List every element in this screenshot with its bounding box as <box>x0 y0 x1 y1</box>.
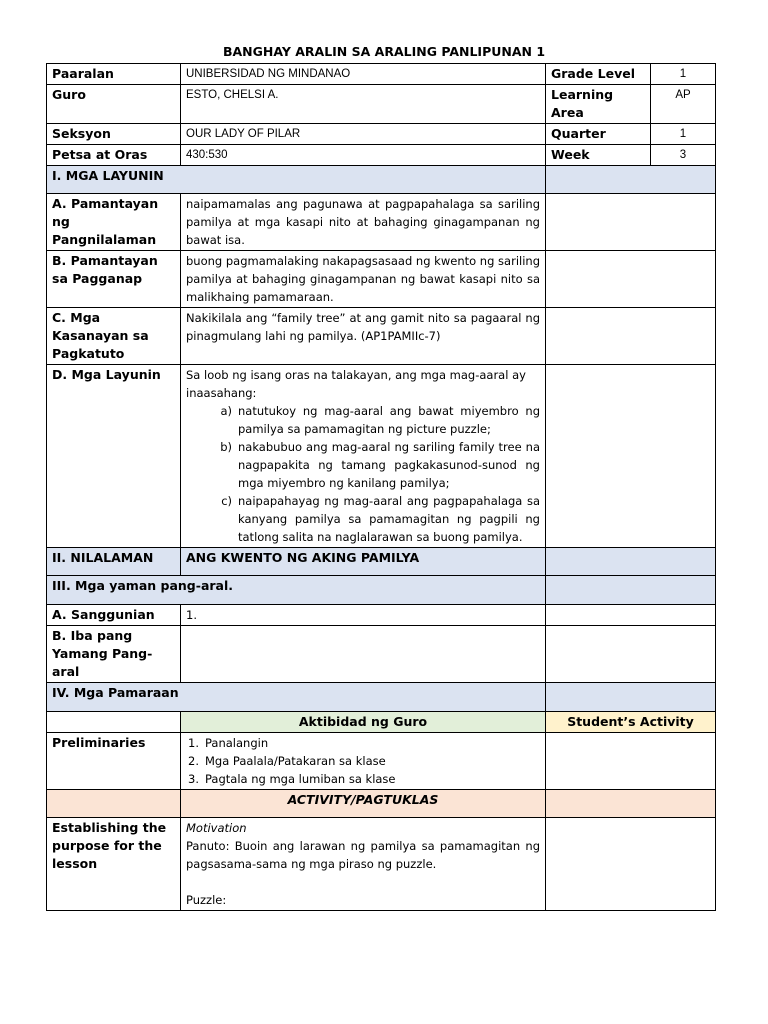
activity-pagtuklas-label: ACTIVITY/PAGTUKLAS <box>181 790 546 818</box>
row-activity-pagtuklas <box>47 790 716 818</box>
activity-left-empty <box>47 790 181 818</box>
grade-level-value: 1 <box>651 64 716 85</box>
section-row-yaman <box>47 576 716 605</box>
mga-layunin-empty <box>546 365 716 548</box>
info-row-guro <box>47 85 716 124</box>
row-mga-layunin <box>47 365 716 548</box>
week-value: 3 <box>651 145 716 166</box>
layunin-heading: I. MGA LAYUNIN <box>47 166 546 194</box>
row-sanggunian <box>47 605 716 626</box>
layunin-heading-empty <box>546 166 716 194</box>
row-kasanayan <box>47 308 716 365</box>
objectives-list <box>186 402 540 546</box>
pamantayan-pagganap-label: B. Pamantayan sa Pagganap <box>47 251 181 308</box>
preliminaries-label: Preliminaries <box>47 733 181 790</box>
kasanayan-label: C. Mga Kasanayan sa Pagkatuto <box>47 308 181 365</box>
learning-area-label: Learning Area <box>546 85 651 124</box>
guro-label: Guro <box>47 85 181 124</box>
motivation-label: Motivation <box>186 821 247 835</box>
pamaraan-heading: IV. Mga Pamaraan <box>47 683 546 712</box>
objective-text: natutukoy ng mag-aaral ang bawat miyembro ng pamilya sa pamamagitan ng picture puzzle; <box>238 404 540 436</box>
row-activity-headers <box>47 712 716 733</box>
paaralan-value: UNIBERSIDAD NG MINDANAO <box>181 64 546 85</box>
info-row-paaralan <box>47 64 716 85</box>
seksyon-label: Seksyon <box>47 124 181 145</box>
objective-item <box>186 402 540 438</box>
objective-item <box>186 438 540 492</box>
establishing-purpose-label: Establishing the purpose for the lesson <box>47 818 181 911</box>
page-title: BANGHAY ARALIN SA ARALING PANLIPUNAN 1 <box>222 44 546 59</box>
seksyon-value: OUR LADY OF PILAR <box>181 124 546 145</box>
pamantayan-pagganap-text: buong pagmamalaking nakapagsasaad ng kwento ng sariling pamilya at bahaging ginagampanan ng bawat kasapi nito sa malikhaing pamamaraan. <box>181 251 546 308</box>
preliminary-item <box>186 752 540 770</box>
objective-item <box>186 492 540 546</box>
preliminaries-content <box>181 733 546 790</box>
kasanayan-empty <box>546 308 716 365</box>
preliminary-text: Pagtala ng mga lumiban sa klase <box>205 772 396 786</box>
objective-text: nakabubuo ang mag-aaral ng sariling family tree na nagpapakita ng tamang pagkakasunod-sunod ng mga miyembro ng kanilang pamilya; <box>238 440 540 490</box>
preliminaries-list <box>186 734 540 788</box>
aktibidad-guro-header: Aktibidad ng Guro <box>181 712 546 733</box>
sanggunian-value: 1. <box>181 605 546 626</box>
pamantayan-pagganap-empty <box>546 251 716 308</box>
pamantayan-pangnilalaman-text: naipamamalas ang pagunawa at pagpapahalaga sa sariling pamilya at mga kasapi nito at bahaging ginagampanan ng bawat isa. <box>181 194 546 251</box>
preliminary-item <box>186 734 540 752</box>
info-row-petsa <box>47 145 716 166</box>
guro-value: ESTO, CHELSI A. <box>181 85 546 124</box>
pamantayan-pangnilalaman-label: A. Pamantayan ng Pangnilalaman <box>47 194 181 251</box>
kasanayan-text: Nakikilala ang “family tree” at ang gamit nito sa pagaaral ng pinagmulang lahi ng pamilya. (AP1PAMIIc-7) <box>181 308 546 365</box>
yaman-heading-empty <box>546 576 716 605</box>
preliminary-text: Mga Paalala/Patakaran sa klase <box>205 754 386 768</box>
week-label: Week <box>546 145 651 166</box>
activity-header-empty <box>47 712 181 733</box>
student-activity-header: Student’s Activity <box>546 712 716 733</box>
preliminary-marker: 2. <box>188 754 199 768</box>
paaralan-label: Paaralan <box>47 64 181 85</box>
preliminary-text: Panalangin <box>205 736 269 750</box>
petsa-value: 430:530 <box>181 145 546 166</box>
learning-area-value: AP <box>651 85 716 124</box>
iba-pang-yaman-value <box>181 626 546 683</box>
activity-right-empty <box>546 790 716 818</box>
row-pamantayan-pangnilalaman <box>47 194 716 251</box>
quarter-label: Quarter <box>546 124 651 145</box>
mga-layunin-label: D. Mga Layunin <box>47 365 181 548</box>
pamaraan-heading-empty <box>546 683 716 712</box>
sanggunian-label: A. Sanggunian <box>47 605 181 626</box>
petsa-label: Petsa at Oras <box>47 145 181 166</box>
yaman-heading: III. Mga yaman pang-aral. <box>47 576 546 605</box>
sanggunian-empty <box>546 605 716 626</box>
puzzle-label: Puzzle: <box>186 893 227 907</box>
objective-text: naipapahayag ng mag-aaral ang pagpapahalaga sa kanyang pamilya sa pamamagitan ng pagpili ng tatlong salita na naglalarawan sa buong pamilya. <box>238 494 540 544</box>
row-preliminaries <box>47 733 716 790</box>
nilalaman-label: II. NILALAMAN <box>47 548 181 576</box>
grade-level-label: Grade Level <box>546 64 651 85</box>
section-row-nilalaman <box>47 548 716 576</box>
iba-pang-yaman-label: B. Iba pang Yamang Pang-aral <box>47 626 181 683</box>
lesson-plan-table <box>46 63 716 911</box>
mga-layunin-content <box>181 365 546 548</box>
row-iba-pang-yaman <box>47 626 716 683</box>
section-row-layunin <box>47 166 716 194</box>
iba-pang-yaman-empty <box>546 626 716 683</box>
nilalaman-value: ANG KWENTO NG AKING PAMILYA <box>181 548 546 576</box>
pamantayan-pangnilalaman-empty <box>546 194 716 251</box>
nilalaman-empty <box>546 548 716 576</box>
objective-marker: c) <box>221 494 232 508</box>
objective-marker: a) <box>220 404 232 418</box>
preliminary-item <box>186 770 540 788</box>
objective-marker: b) <box>220 440 232 454</box>
row-pamantayan-pagganap <box>47 251 716 308</box>
preliminary-marker: 3. <box>188 772 199 786</box>
section-row-pamaraan <box>47 683 716 712</box>
preliminary-marker: 1. <box>188 736 199 750</box>
spacer <box>186 873 540 891</box>
panuto-text: Panuto: Buoin ang larawan ng pamilya sa pamamagitan ng pagsasama-sama ng mga piraso ng puzzle. <box>186 839 540 871</box>
quarter-value: 1 <box>651 124 716 145</box>
row-establishing-purpose <box>47 818 716 911</box>
info-row-seksyon <box>47 124 716 145</box>
mga-layunin-intro: Sa loob ng isang oras na talakayan, ang mga mag-aaral ay inaasahang: <box>186 368 526 400</box>
preliminaries-student-empty <box>546 733 716 790</box>
establishing-student-empty <box>546 818 716 911</box>
establishing-purpose-content <box>181 818 546 911</box>
